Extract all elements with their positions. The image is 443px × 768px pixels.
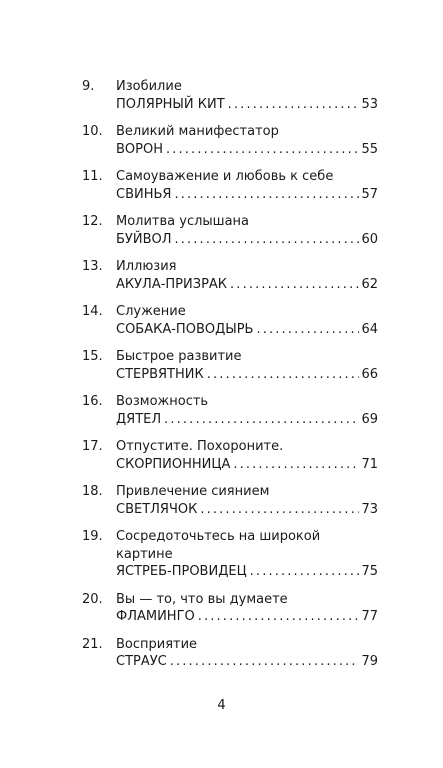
entry-animal: СТРАУС (116, 654, 167, 669)
dot-leader (256, 321, 359, 339)
entry-theme: Возможность (116, 394, 209, 409)
entry-number: 13. (82, 259, 103, 274)
entry-number: 11. (82, 169, 103, 184)
toc-entry (82, 438, 378, 473)
entry-animal: СВЕТЛЯЧОК (116, 501, 198, 517)
table-of-contents (82, 78, 378, 681)
toc-entry (82, 303, 378, 338)
entry-theme: Восприятие (116, 636, 198, 652)
entry-animal: СВИНЬЯ (116, 186, 172, 202)
entry-number: 19. (82, 529, 103, 544)
entry-page: 55 (361, 141, 378, 157)
toc-entry (82, 636, 378, 671)
entry-animal: ДЯТЕЛ (116, 411, 162, 427)
entry-number: 12. (82, 214, 103, 229)
entry-theme: Молитва услышана (116, 214, 250, 229)
entry-page: 79 (361, 654, 378, 669)
page-number: 4 (217, 698, 226, 713)
entry-page: 77 (361, 609, 378, 624)
entry-page: 53 (361, 96, 378, 112)
entry-number: 10. (82, 124, 103, 139)
toc-entry (82, 348, 378, 383)
entry-animal: СТЕРВЯТНИК (116, 366, 204, 382)
dot-leader (207, 366, 360, 384)
entry-page: 57 (361, 186, 378, 202)
toc-entry (82, 591, 378, 626)
toc-entry (82, 528, 378, 581)
dot-leader (250, 563, 360, 581)
entry-number: 9. (82, 79, 95, 94)
entry-page: 75 (361, 564, 378, 579)
entry-theme: Вы — то, что вы думаете (116, 591, 288, 607)
dot-leader (230, 276, 359, 294)
dot-leader (200, 501, 359, 519)
dot-leader (164, 411, 359, 429)
toc-entry (82, 483, 378, 518)
entry-number: 16. (82, 394, 103, 409)
dot-leader (166, 141, 359, 159)
toc-entry (82, 213, 378, 248)
toc-entry (82, 258, 378, 293)
entry-animal: ЯСТРЕБ-ПРОВИДЕЦ (116, 564, 247, 579)
entry-theme: Иллюзия (116, 259, 177, 274)
entry-theme: Сосредоточьтесь на широкой картине (116, 529, 321, 562)
entry-page: 69 (361, 411, 378, 427)
entry-page: 73 (361, 501, 378, 517)
dot-leader (170, 653, 360, 671)
entry-page: 62 (361, 276, 378, 292)
entry-animal: СОБАКА-ПОВОДЫРЬ (116, 321, 254, 337)
entry-theme: Служение (116, 304, 186, 319)
entry-number: 21. (82, 636, 103, 652)
entry-page: 60 (361, 231, 378, 247)
toc-entry (82, 123, 378, 158)
entry-number: 20. (82, 591, 103, 607)
entry-theme: Отпустите. Похороните. (116, 439, 284, 454)
entry-animal: ФЛАМИНГО (116, 609, 195, 624)
entry-theme: Изобилие (116, 79, 182, 94)
entry-animal: СКОРПИОННИЦА (116, 456, 231, 472)
entry-animal: БУЙВОЛ (116, 231, 172, 247)
entry-animal: АКУЛА-ПРИЗРАК (116, 276, 228, 292)
entry-page: 64 (361, 321, 378, 337)
entry-number: 18. (82, 484, 103, 499)
entry-page: 71 (361, 456, 378, 472)
dot-leader (228, 96, 360, 114)
entry-theme: Самоуважение и любовь к себе (116, 169, 334, 184)
dot-leader (233, 456, 359, 474)
entry-animal: ВОРОН (116, 141, 163, 157)
entry-number: 17. (82, 439, 103, 454)
entry-number: 15. (82, 349, 103, 364)
dot-leader (174, 186, 359, 204)
toc-entry (82, 78, 378, 113)
entry-theme: Великий манифестатор (116, 124, 279, 139)
dot-leader (175, 231, 360, 249)
dot-leader (198, 608, 360, 626)
entry-page: 66 (361, 366, 378, 382)
entry-number: 14. (82, 304, 103, 319)
entry-theme: Быстрое развитие (116, 349, 242, 364)
entry-theme: Привлечение сиянием (116, 484, 270, 499)
entry-animal: ПОЛЯРНЫЙ КИТ (116, 96, 225, 112)
toc-entry (82, 393, 378, 428)
toc-entry (82, 168, 378, 203)
